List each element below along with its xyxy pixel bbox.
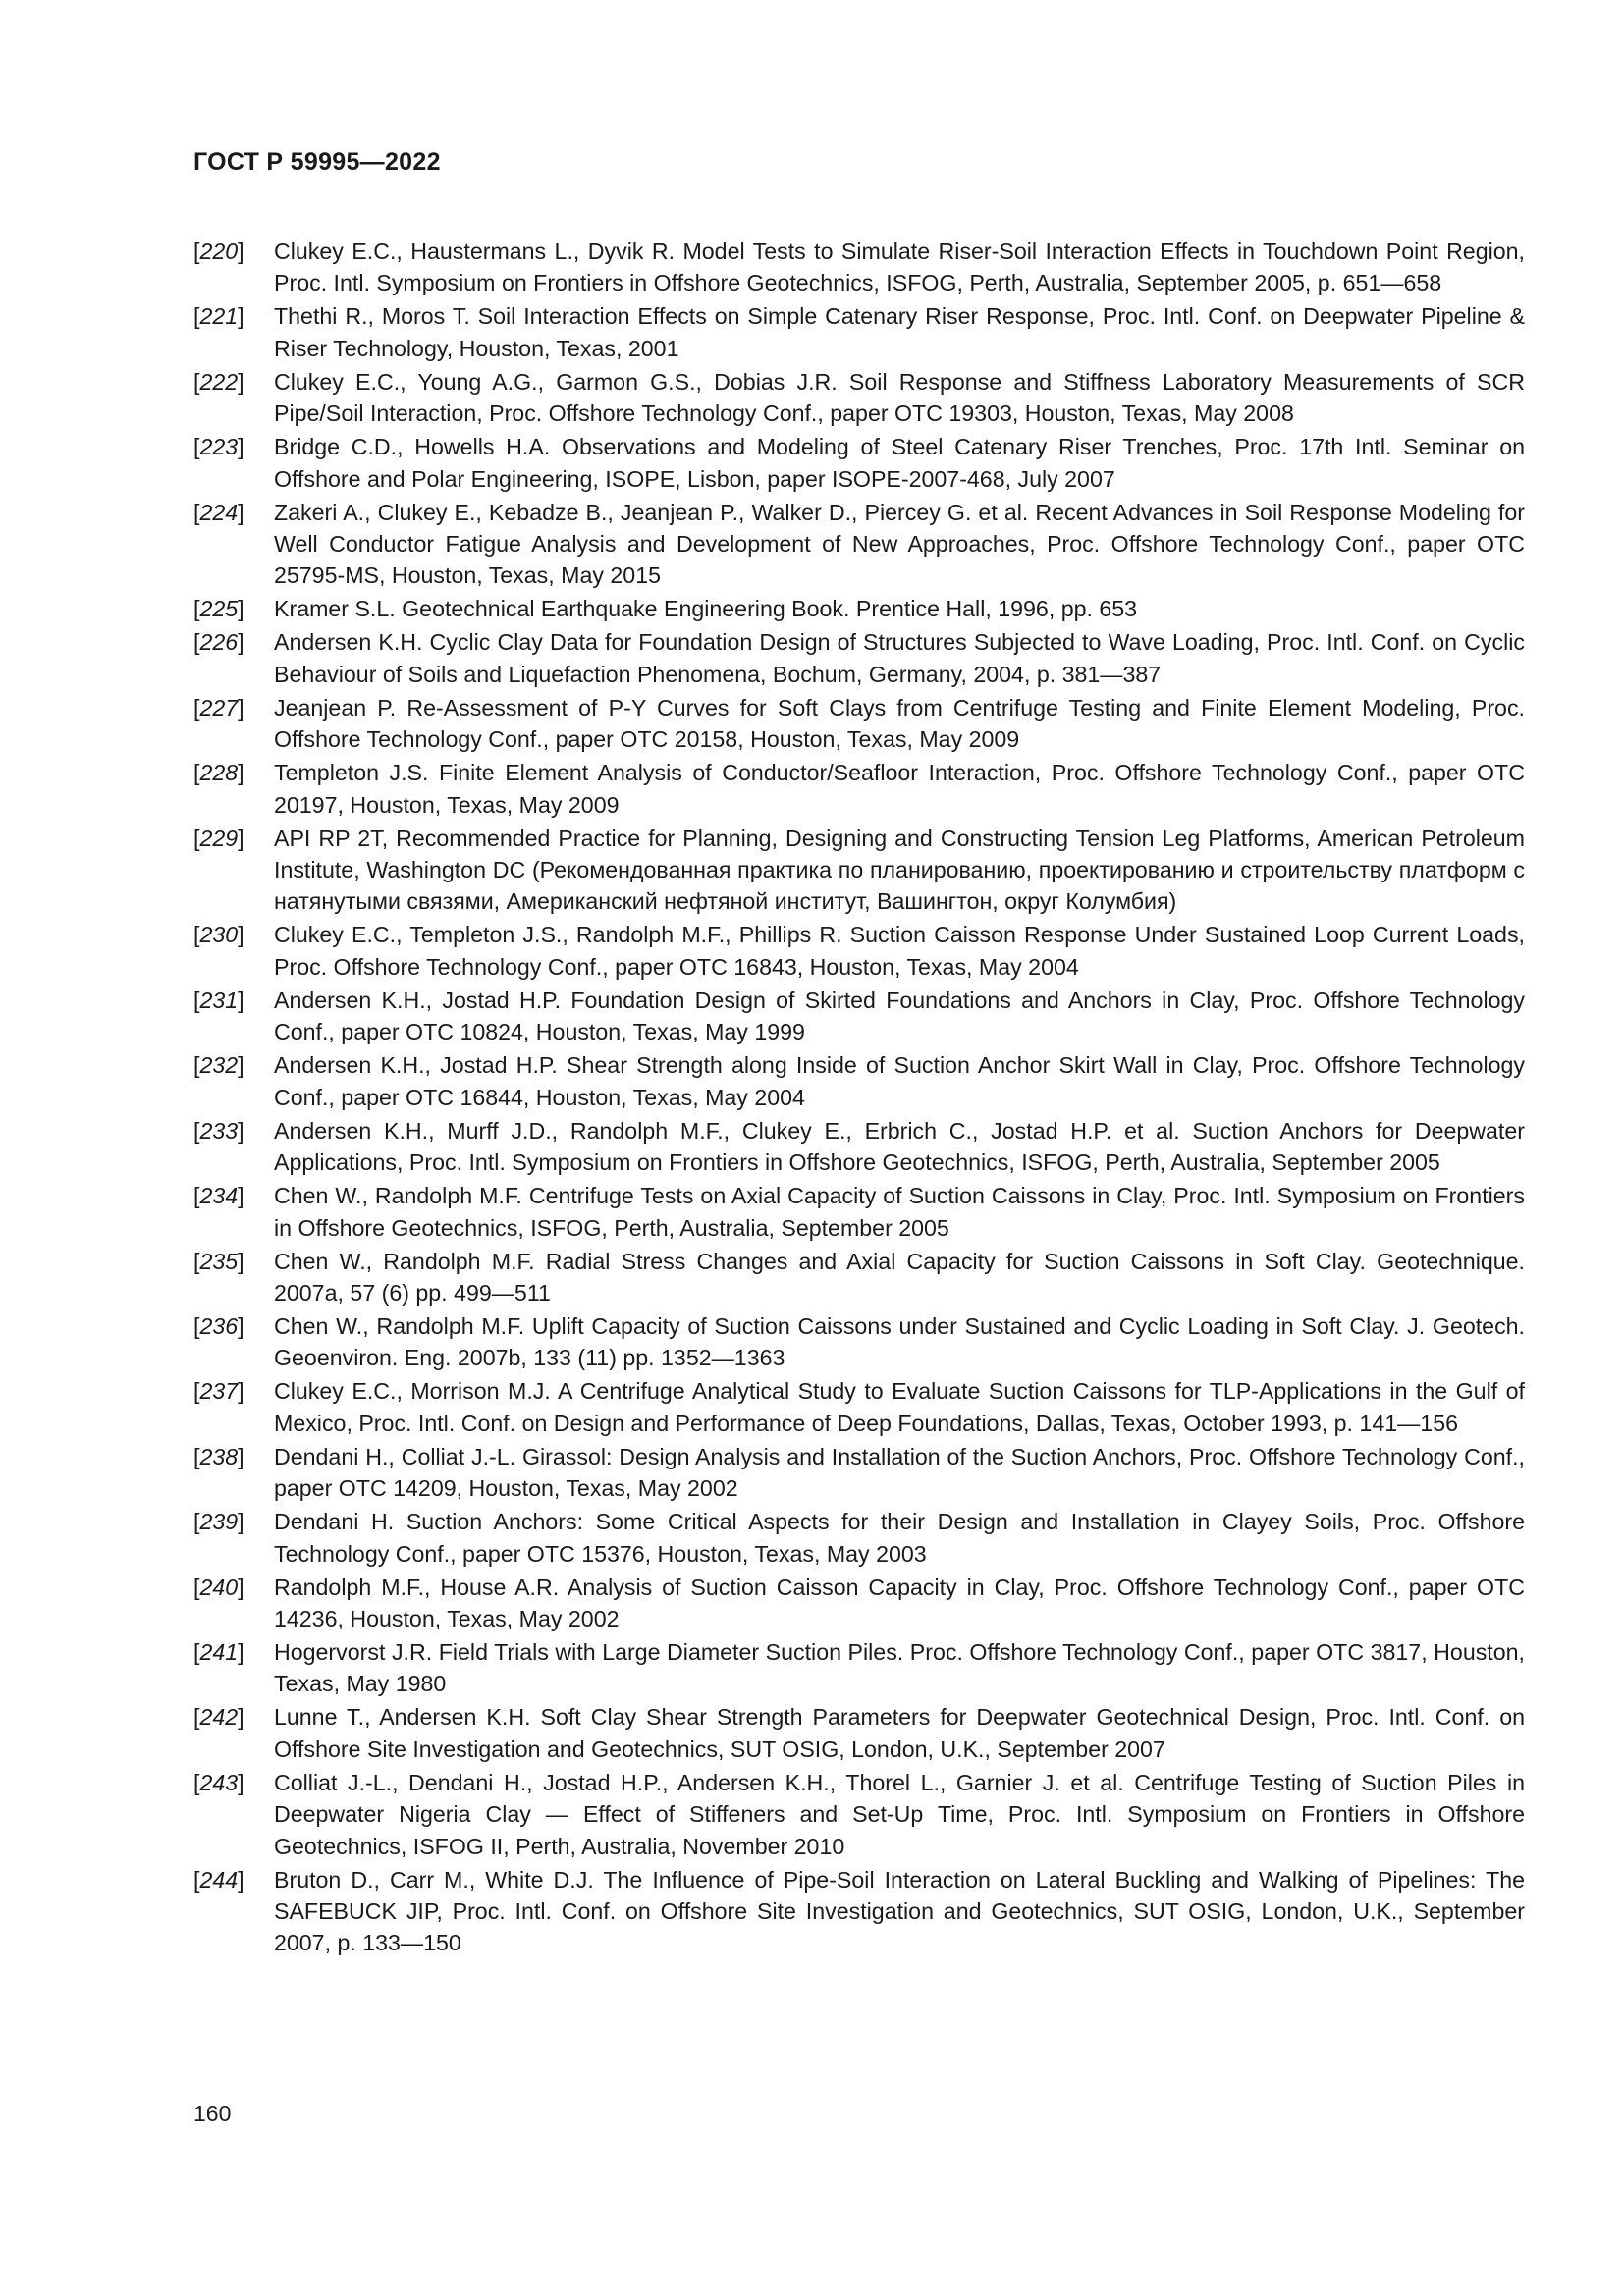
reference-text: Clukey E.C., Haustermans L., Dyvik R. Model Tests to Simulate Riser-Soil Interaction Effects in Touchdown Point Region, Proc. Intl. Symposium on Frontiers in Offshore Geotechnics, ISFOG, Perth, Australia, September 2005, p. 651—658: [274, 239, 1525, 296]
reference-text: Bridge C.D., Howells H.A. Observations and Modeling of Steel Catenary Riser Trenches, Proc. 17th Intl. Seminar on Offshore and Polar Engineering, ISOPE, Lisbon, paper ISOPE-2007-468, July 2007: [274, 434, 1525, 492]
reference-number-value: 222: [199, 368, 239, 395]
reference-number: [235]: [193, 1248, 244, 1274]
reference-number-value: 221: [199, 303, 239, 330]
reference-text: Dendani H., Colliat J.-L. Girassol: Design Analysis and Installation of the Suction Anchors, Proc. Offshore Technology Conf., paper OTC 14209, Houston, Texas, May 2002: [274, 1443, 1525, 1502]
reference-item: [193, 1636, 1525, 1700]
reference-number-value: 227: [199, 694, 239, 721]
reference-number: [237]: [193, 1378, 244, 1405]
reference-text: Clukey E.C., Templeton J.S., Randolph M.F., Phillips R. Suction Caisson Response Under Sustained Loop Current Loads, Proc. Offshore Technology Conf., paper OTC 16843, Houston, Texas, May 2004: [274, 922, 1525, 980]
reference-text: Chen W., Randolph M.F. Uplift Capacity of Suction Caissons under Sustained and Cyclic Loading in Soft Clay. J. Geotech. Geoenviron. Eng. 2007b, 133 (11) pp. 1352—1363: [274, 1312, 1525, 1371]
reference-number-value: 229: [199, 825, 239, 851]
reference-item: [193, 1701, 1525, 1765]
reference-number-value: 240: [199, 1574, 239, 1600]
reference-text: Andersen K.H., Jostad H.P. Shear Strength along Inside of Suction Anchor Skirt Wall in Clay, Proc. Offshore Technology Conf., paper OTC 16844, Houston, Texas, May 2004: [274, 1052, 1525, 1110]
reference-number-value: 225: [199, 596, 239, 622]
reference-item: [193, 1375, 1525, 1439]
reference-number-value: 242: [199, 1704, 239, 1731]
reference-number: [229]: [193, 825, 244, 851]
reference-number-value: 238: [199, 1443, 239, 1469]
reference-number-value: 220: [199, 239, 239, 264]
reference-item: [193, 300, 1525, 364]
reference-number: [221]: [193, 303, 244, 330]
reference-number: [223]: [193, 434, 244, 460]
reference-number-value: 231: [199, 987, 239, 1013]
reference-number: [240]: [193, 1574, 244, 1600]
reference-number-value: 226: [199, 629, 239, 656]
reference-number-value: 239: [199, 1509, 239, 1535]
reference-text: Andersen K.H., Jostad H.P. Foundation Design of Skirted Foundations and Anchors in Clay, Proc. Offshore Technology Conf., paper OTC 10824, Houston, Texas, May 1999: [274, 987, 1525, 1045]
reference-number: [242]: [193, 1704, 244, 1731]
reference-number: [222]: [193, 368, 244, 395]
reference-number: [228]: [193, 760, 244, 786]
reference-number-value: 237: [199, 1378, 239, 1405]
reference-number: [243]: [193, 1769, 244, 1795]
reference-number-value: 228: [199, 760, 239, 786]
reference-item: [193, 236, 1525, 299]
reference-number-value: 243: [199, 1769, 239, 1795]
reference-text: Chen W., Randolph M.F. Centrifuge Tests on Axial Capacity of Suction Caissons in Clay, Proc. Intl. Symposium on Frontiers in Offshore Geotechnics, ISFOG, Perth, Australia, September 2005: [274, 1183, 1525, 1241]
reference-number: [231]: [193, 987, 244, 1013]
reference-list: [193, 236, 1525, 1960]
reference-number: [220]: [193, 239, 244, 264]
reference-number-value: 224: [199, 499, 239, 525]
reference-text: Bruton D., Carr M., White D.J. The Influence of Pipe-Soil Interaction on Lateral Buckling and Walking of Pipelines: The SAFEBUCK JIP, Proc. Intl. Conf. on Offshore Site Investigation and Geotechnics, SUT OSIG, London, U.K., September 2007, p. 133—150: [274, 1866, 1525, 1956]
document-header: ГОСТ Р 59995—2022: [193, 148, 441, 176]
reference-text: Hogervorst J.R. Field Trials with Large Diameter Suction Piles. Proc. Offshore Technology Conf., paper OTC 3817, Houston, Texas, May 1980: [274, 1638, 1525, 1697]
reference-number-value: 230: [199, 922, 239, 948]
reference-number: [239]: [193, 1509, 244, 1535]
reference-item: [193, 593, 1525, 624]
reference-number: [224]: [193, 499, 244, 525]
reference-item: [193, 1246, 1525, 1309]
reference-item: [193, 1441, 1525, 1505]
reference-item: [193, 823, 1525, 918]
reference-text: Colliat J.-L., Dendani H., Jostad H.P., Andersen K.H., Thorel L., Garnier J. et al. Centrifuge Testing of Suction Piles in Deepwater Nigeria Clay — Effect of Stiffeners and Set-Up Time, Proc. Intl. Symposium on Frontiers in Offshore Geotechnics, ISFOG II, Perth, Australia, November 2010: [274, 1769, 1525, 1859]
reference-text: Kramer S.L. Geotechnical Earthquake Engineering Book. Prentice Hall, 1996, pp. 653: [274, 596, 1138, 622]
reference-number: [233]: [193, 1117, 244, 1144]
reference-text: Dendani H. Suction Anchors: Some Critical Aspects for their Design and Installation in Clayey Soils, Proc. Offshore Technology Conf., paper OTC 15376, Houston, Texas, May 2003: [274, 1509, 1525, 1567]
reference-number-value: 235: [199, 1248, 239, 1274]
reference-number-value: 241: [199, 1638, 239, 1665]
reference-text: Chen W., Randolph M.F. Radial Stress Changes and Axial Capacity for Suction Caissons in Soft Clay. Geotechnique. 2007a, 57 (6) pp. 499—511: [274, 1248, 1525, 1306]
reference-number-value: 244: [199, 1866, 239, 1893]
reference-text: Clukey E.C., Young A.G., Garmon G.S., Dobias J.R. Soil Response and Stiffness Laboratory Measurements of SCR Pipe/Soil Interaction, Proc. Offshore Technology Conf., paper OTC 19303, Houston, Texas, May 2008: [274, 368, 1525, 427]
reference-item: [193, 1180, 1525, 1244]
reference-item: [193, 431, 1525, 495]
reference-number: [226]: [193, 629, 244, 656]
reference-number: [225]: [193, 596, 244, 622]
page-number: 160: [193, 2101, 232, 2126]
reference-number: [232]: [193, 1052, 244, 1079]
reference-item: [193, 1049, 1525, 1113]
reference-number: [236]: [193, 1312, 244, 1339]
reference-item: [193, 626, 1525, 690]
reference-number-value: 223: [199, 434, 239, 460]
reference-number: [241]: [193, 1638, 244, 1665]
reference-number-value: 232: [199, 1052, 239, 1079]
reference-number-value: 233: [199, 1117, 239, 1144]
reference-item: [193, 366, 1525, 430]
reference-text: API RP 2T, Recommended Practice for Planning, Designing and Constructing Tension Leg Platforms, American Petroleum Institute, Washington DC (Рекомендованная практика по планированию, проектированию и строительству платформ с натянутыми связями, Американский нефтяной институт, Вашингтон, округ Колумбия): [274, 825, 1525, 915]
reference-number: [227]: [193, 694, 244, 721]
reference-item: [193, 1572, 1525, 1635]
reference-text: Templeton J.S. Finite Element Analysis of Conductor/Seafloor Interaction, Proc. Offshore Technology Conf., paper OTC 20197, Houston, Texas, May 2009: [274, 760, 1525, 818]
reference-text: Jeanjean P. Re-Assessment of P-Y Curves for Soft Clays from Centrifuge Testing and Finite Element Modeling, Proc. Offshore Technology Conf., paper OTC 20158, Houston, Texas, May 2009: [274, 694, 1525, 753]
reference-number-value: 236: [199, 1312, 239, 1339]
reference-item: [193, 1767, 1525, 1862]
reference-text: Andersen K.H. Cyclic Clay Data for Foundation Design of Structures Subjected to Wave Loading, Proc. Intl. Conf. on Cyclic Behaviour of Soils and Liquefaction Phenomena, Bochum, Germany, 2004, p. 381—387: [274, 629, 1525, 687]
reference-item: [193, 757, 1525, 821]
reference-text: Randolph M.F., House A.R. Analysis of Suction Caisson Capacity in Clay, Proc. Offshore Technology Conf., paper OTC 14236, Houston, Texas, May 2002: [274, 1574, 1525, 1631]
reference-item: [193, 1310, 1525, 1374]
reference-text: Thethi R., Moros T. Soil Interaction Effects on Simple Catenary Riser Response, Proc. Intl. Conf. on Deepwater Pipeline & Riser Technology, Houston, Texas, 2001: [274, 303, 1525, 361]
reference-number: [234]: [193, 1183, 244, 1209]
reference-item: [193, 1115, 1525, 1179]
reference-text: Lunne T., Andersen K.H. Soft Clay Shear Strength Parameters for Deepwater Geotechnical Design, Proc. Intl. Conf. on Offshore Site Investigation and Geotechnics, SUT OSIG, London, U.K., September 2007: [274, 1704, 1525, 1762]
reference-item: [193, 985, 1525, 1048]
reference-number: [230]: [193, 922, 244, 948]
reference-number-value: 234: [199, 1183, 239, 1209]
reference-item: [193, 692, 1525, 756]
reference-text: Clukey E.C., Morrison M.J. A Centrifuge Analytical Study to Evaluate Suction Caissons for TLP-Applications in the Gulf of Mexico, Proc. Intl. Conf. on Design and Performance of Deep Foundations, Dallas, Texas, October 1993, p. 141—156: [274, 1378, 1525, 1436]
reference-number: [238]: [193, 1443, 244, 1469]
reference-text: Andersen K.H., Murff J.D., Randolph M.F., Clukey E., Erbrich C., Jostad H.P. et al. Suction Anchors for Deepwater Applications, Proc. Intl. Symposium on Frontiers in Offshore Geotechnics, ISFOG, Perth, Australia, September 2005: [274, 1117, 1525, 1176]
reference-text: Zakeri A., Clukey E., Kebadze B., Jeanjean P., Walker D., Piercey G. et al. Recent Advances in Soil Response Modeling for Well Conductor Fatigue Analysis and Development of New Approaches, Proc. Offshore Technology Conf., paper OTC 25795-MS, Houston, Texas, May 2015: [274, 499, 1525, 589]
reference-item: [193, 497, 1525, 592]
reference-item: [193, 919, 1525, 983]
reference-number: [244]: [193, 1866, 244, 1893]
reference-item: [193, 1864, 1525, 1959]
reference-item: [193, 1506, 1525, 1570]
